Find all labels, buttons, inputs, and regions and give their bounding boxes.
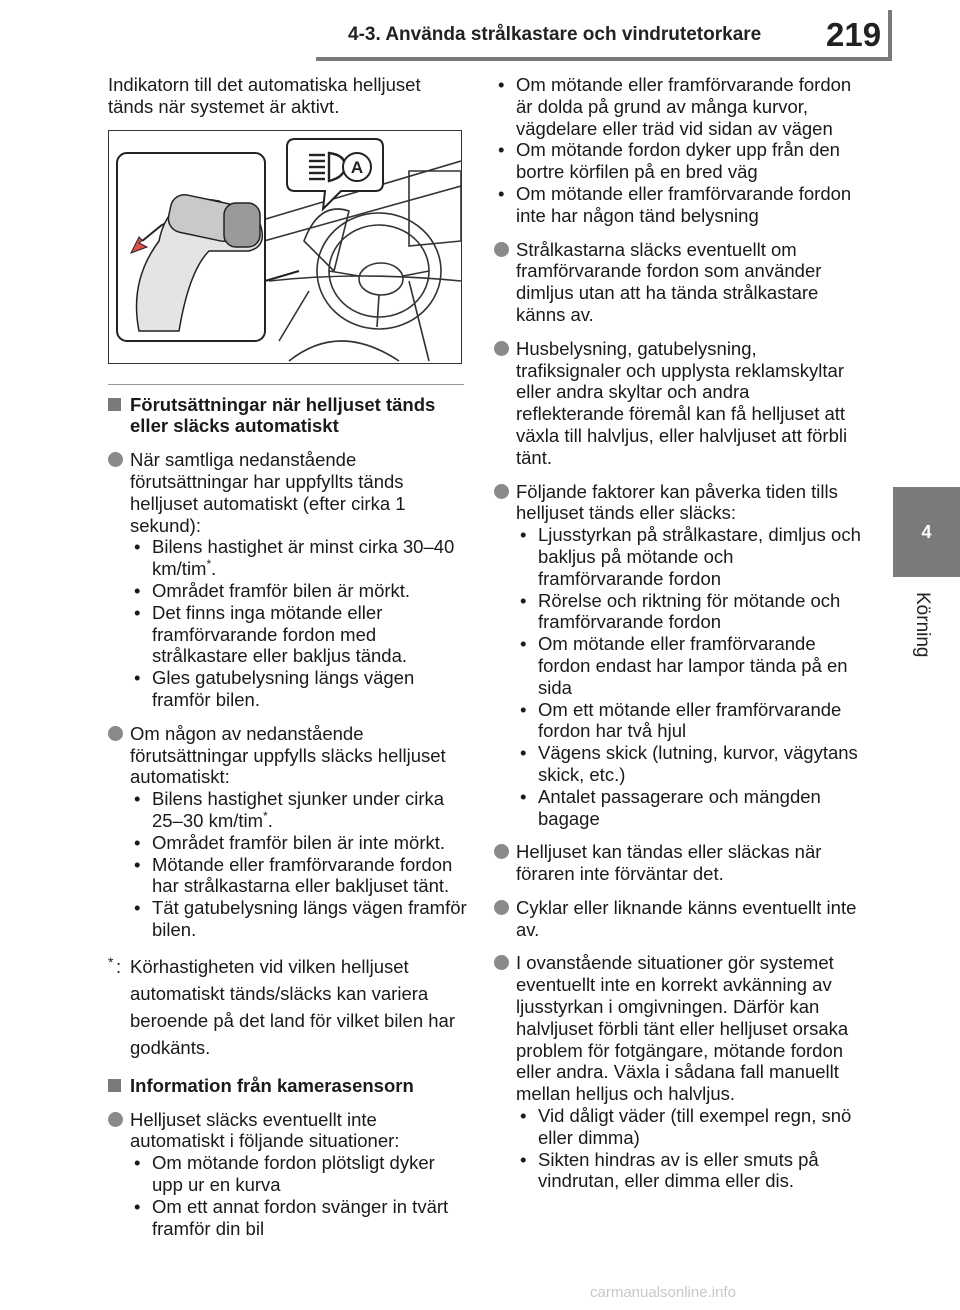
page-number: 219	[826, 16, 882, 53]
section-heading-camera	[108, 1075, 468, 1097]
right-column	[494, 74, 862, 1204]
list-item: • Bilens hastighet sjunker under cirka 25–30 km/tim*.	[134, 788, 445, 831]
light-switch-lever-icon	[117, 153, 299, 341]
paragraph-factors	[494, 481, 862, 830]
bullet-circle-icon	[494, 242, 509, 257]
chapter-label: Körning	[912, 592, 933, 658]
factor-list	[516, 524, 862, 829]
footnote-text: Körhastigheten vid vilken helljuset automatiskt tänds/släcks kan variera beroende på det land för vilket bilen har godkänts.	[130, 955, 455, 1058]
paragraph-text: Husbelysning, gatubelysning, trafiksignaler och upplysta reklamskyltar eller andra skyltar och andra reflekterande föremål kan få helljuset att växla till halvljus, eller halvljuset att förbli tänt.	[516, 337, 848, 468]
paragraph-text: Helljuset kan tändas eller släckas när föraren inte förväntar det.	[516, 841, 822, 885]
list-item: • Om mötande fordon plötsligt dyker upp ur en kurva	[134, 1152, 435, 1195]
bullet-circle-icon	[108, 1112, 123, 1127]
list-item: • Om mötande eller framförvarande fordon inte har någon tänd belysning	[498, 182, 852, 226]
list-item: • Området framför bilen är inte mörkt.	[134, 831, 446, 853]
list-item: • Vid dåligt väder (till exempel regn, snö eller dimma)	[520, 1105, 852, 1148]
bullet-circle-icon	[494, 844, 509, 859]
bullet-circle-icon	[494, 900, 509, 915]
paragraph-bicycles	[494, 897, 862, 941]
chapter-number: 4	[921, 522, 932, 542]
bullet-circle-icon	[108, 452, 123, 467]
paragraph-text: Följande faktorer kan påverka tiden tills helljuset tänds eller släcks:	[516, 480, 838, 524]
bullet-circle-icon	[494, 955, 509, 970]
list-item: • Rörelse och riktning för mötande och framförvarande fordon	[520, 589, 841, 633]
bullet-circle-icon	[108, 726, 123, 741]
paragraph-text: Helljuset släcks eventuellt inte automatiskt i följande situationer:	[130, 1108, 400, 1152]
list-item: • Mötande eller framförvarande fordon har strålkastarna eller bakljuset tänt.	[134, 853, 453, 897]
footnote-asterisk: *	[108, 953, 114, 970]
paragraph-fog-lights	[494, 239, 862, 326]
list-item: • Antalet passagerare och mängden bagage	[520, 785, 821, 829]
heading-text: Förutsättningar när helljuset tänds eller släcks automatiskt	[130, 393, 436, 437]
paragraph-text: Cyklar eller liknande känns eventuellt inte av.	[516, 896, 857, 940]
list-item: • Om mötande eller framförvarande fordon endast har lampor tända på en sida	[520, 633, 848, 698]
page-header	[0, 0, 960, 60]
paragraph-text: Om någon av nedanstående förutsättningar uppfylls släcks helljuset automatiskt:	[130, 722, 446, 788]
bullet-circle-icon	[494, 341, 509, 356]
list-item: • Området framför bilen är mörkt.	[134, 579, 411, 601]
chapter-label-box	[903, 592, 933, 682]
header-rule-end	[888, 10, 892, 61]
left-column	[108, 74, 468, 1251]
list-item: • Om mötande eller framförvarande fordon är dolda på grund av många kurvor, vägdelare eller träd vid sidan av vägen	[498, 74, 852, 139]
condition-list	[130, 788, 468, 941]
paragraph-manual-switch	[494, 952, 862, 1192]
header-rule	[316, 57, 888, 61]
intro-text: Indikatorn till det automatiska helljuset tänds när systemet är aktivt.	[108, 74, 421, 117]
heading-text: Information från kamerasensorn	[130, 1074, 414, 1096]
paragraph-camera	[108, 1109, 468, 1240]
list-item: • Om mötande fordon dyker upp från den bortre körfilen på en bred väg	[498, 139, 840, 183]
dashboard-drawing	[109, 131, 461, 363]
figure-divider	[108, 384, 464, 385]
indicator-letter: A	[350, 157, 364, 177]
situation-list	[130, 1152, 468, 1239]
watermark-footer[interactable]: carmanualsonline.info	[590, 1284, 736, 1301]
footnote: * : Körhastigheten vid vilken helljuset automatiskt tänds/släcks kan variera beroende på det land för vilket bilen har godkänts.	[108, 953, 468, 1061]
heading-square-icon	[108, 398, 121, 411]
paragraph-turn-on	[108, 449, 468, 711]
section-title: 4-3. Använda strålkastare och vindrutetorkare	[348, 24, 762, 45]
bullet-circle-icon	[494, 484, 509, 499]
list-item: • Det finns inga mötande eller framförvarande fordon med strålkastare eller bakljus tända.	[134, 601, 408, 667]
section-heading-conditions	[108, 394, 468, 438]
situation-list-continued	[494, 74, 862, 227]
paragraph-reflective	[494, 338, 862, 469]
list-item: • Vägens skick (lutning, kurvor, vägytans skick, etc.)	[520, 742, 858, 785]
paragraph-text: Strålkastarna släcks eventuellt om framförvarande fordon som använder dimljus utan att ha tända strålkastare känns av.	[516, 238, 822, 325]
list-item: • Om ett annat fordon svänger in tvärt framför din bil	[134, 1195, 449, 1239]
list-item: • Ljusstyrkan på strålkastare, dimljus och bakljus på mötande och framförvarande fordon	[520, 524, 861, 589]
list-item: • Om ett mötande eller framförvarande fordon har två hjul	[520, 698, 842, 742]
condition-list	[130, 536, 468, 710]
paragraph-text: När samtliga nedanstående förutsättningar har uppfyllts tänds helljuset automatiskt (efter cirka 1 sekund):	[130, 449, 406, 536]
paragraph-turn-off	[108, 723, 468, 941]
list-item: • Sikten hindras av is eller smuts på vindrutan, eller dimma eller dis.	[520, 1148, 819, 1192]
list-item: • Gles gatubelysning längs vägen framför bilen.	[134, 667, 415, 710]
heading-square-icon	[108, 1079, 121, 1092]
dashboard-illustration	[108, 130, 462, 364]
paragraph-unexpected	[494, 841, 862, 885]
paragraph-text: I ovanstående situationer gör systemet eventuellt inte en korrekt avkänning av ljusstyrkan i omgivningen. Därför kan halvljuset förbli tänt eller helljuset orsaka problem för fotgängare, mötande fordon eller andra. Växla i sådana fall manuellt mellan helljus och halvljus.	[516, 952, 849, 1105]
weather-list	[516, 1105, 862, 1192]
list-item: • Bilens hastighet är minst cirka 30–40 km/tim*.	[134, 536, 455, 580]
list-item: • Tät gatubelysning längs vägen framför bilen.	[134, 897, 467, 940]
